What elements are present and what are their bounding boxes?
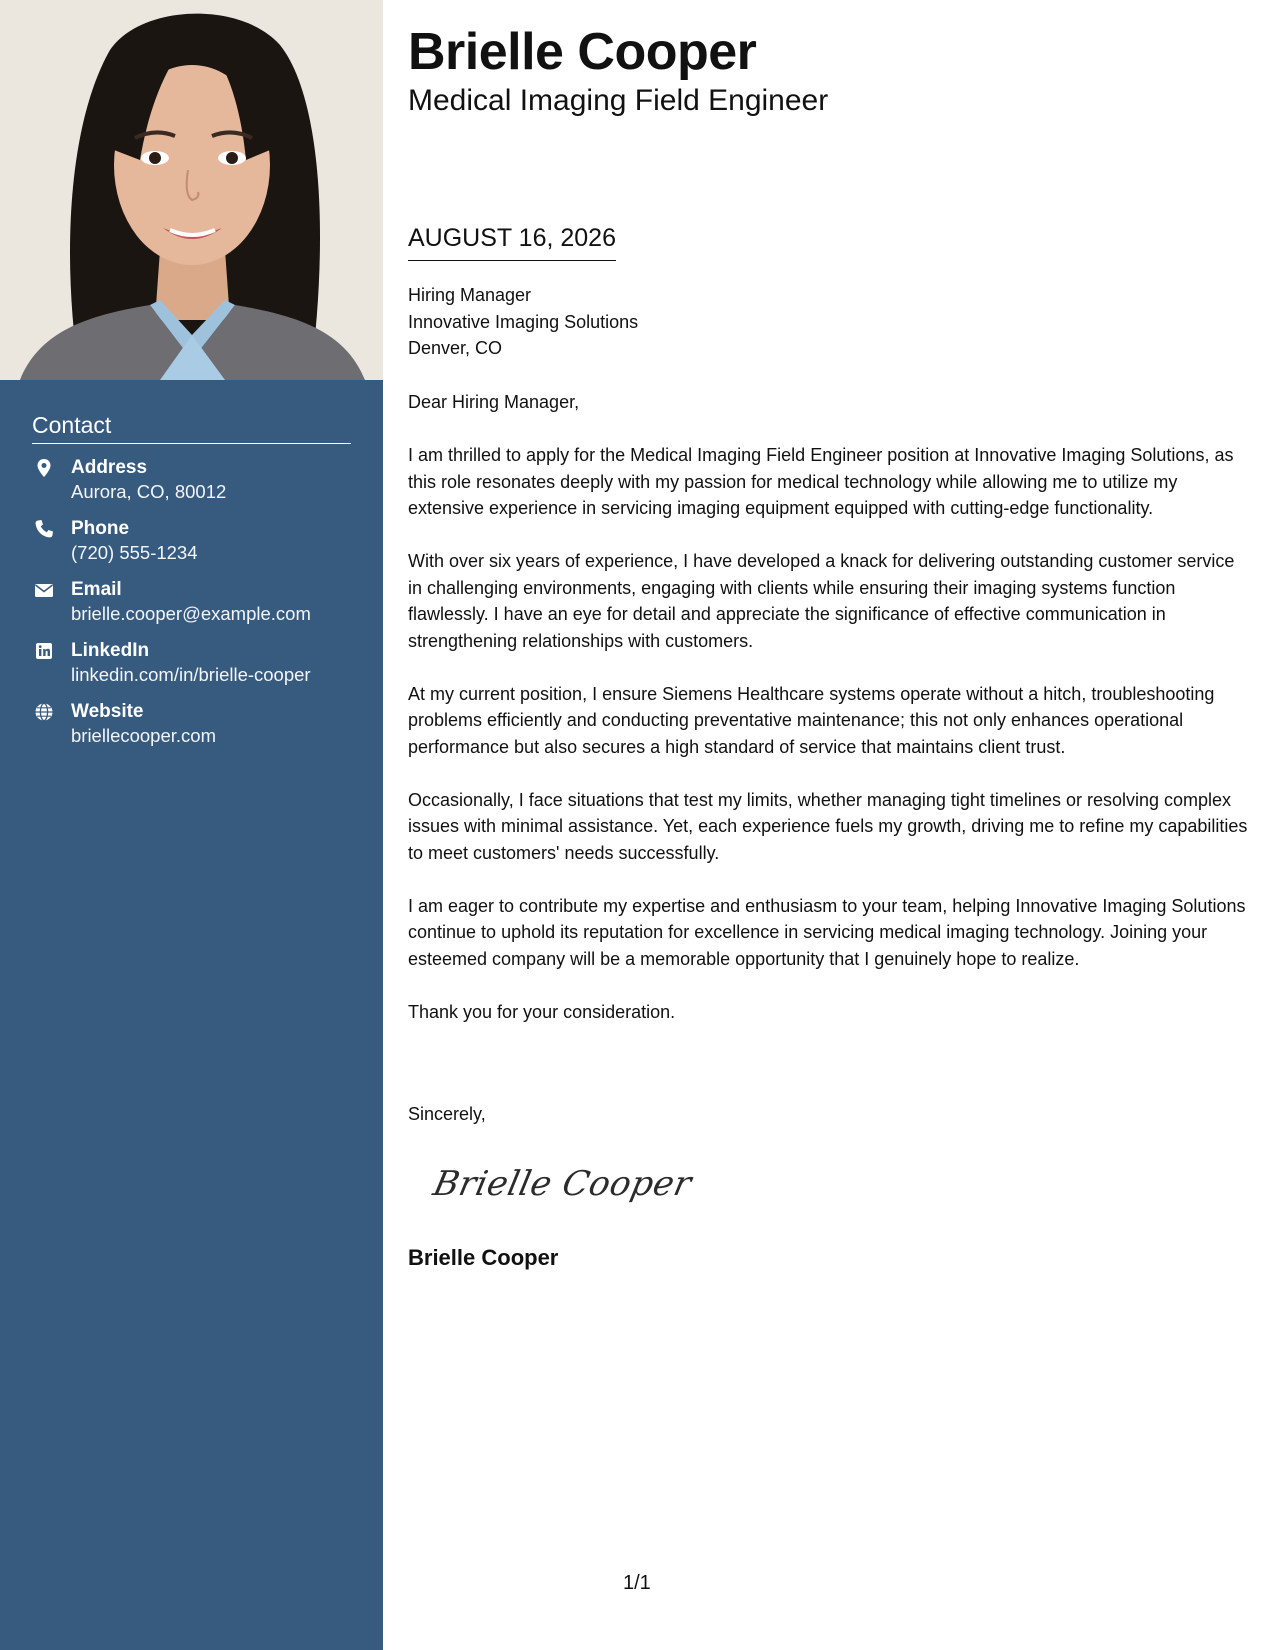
contact-label: Website: [71, 701, 144, 722]
contact-item-website: [32, 700, 351, 748]
contact-section: [32, 412, 351, 748]
contact-item-address: [32, 456, 351, 504]
profile-photo: [0, 0, 383, 380]
recipient-block: [408, 282, 638, 362]
contact-item-email: [32, 578, 351, 626]
address-value: Aurora, CO, 80012: [71, 481, 227, 502]
envelope-icon: [34, 580, 54, 600]
greeting: Dear Hiring Manager,: [408, 392, 580, 412]
letter-date: AUGUST 16, 2026: [408, 222, 616, 261]
body-paragraph: At my current position, I ensure Siemens Healthcare systems operate without a hitch, troubleshooting problems efficiently and conducting preventative maintenance; this not only enhances operational performance but also secures a high standard of service that maintains client trust.: [408, 683, 1215, 757]
map-pin-icon: [34, 458, 54, 478]
phone-icon: [34, 519, 54, 539]
profile-photo-image: [0, 0, 383, 380]
thanks-line: Thank you for your consideration.: [408, 1001, 676, 1022]
signature-image: Brielle Cooper: [429, 1164, 696, 1204]
job-title: Medical Imaging Field Engineer: [408, 84, 829, 117]
closing: Sincerely,: [408, 1104, 486, 1124]
website-value[interactable]: briellecooper.com: [71, 725, 216, 746]
recipient-location: Denver, CO: [408, 338, 503, 358]
email-value[interactable]: brielle.cooper@example.com: [71, 603, 311, 624]
phone-value[interactable]: (720) 555-1234: [71, 542, 198, 563]
contact-label: Address: [71, 457, 148, 478]
body-paragraph: I am thrilled to apply for the Medical Imaging Field Engineer position at Innovative Imaging Solutions, as this role resonates deeply with my passion for medical technology while allowing me to utilize my extensive experience in servicing imaging equipment equipped with cutting-edge functionality.: [408, 445, 1234, 518]
recipient-company: Innovative Imaging Solutions: [408, 311, 639, 332]
letter-body: [408, 389, 1253, 1052]
applicant-name: Brielle Cooper: [408, 23, 757, 81]
linkedin-value[interactable]: linkedin.com/in/brielle-cooper: [71, 664, 311, 685]
page-number: 1/1: [623, 1572, 651, 1594]
signer-name: Brielle Cooper: [408, 1245, 559, 1270]
body-paragraph: With over six years of experience, I have developed a knack for delivering outstanding customer service in challenging environments, engaging with clients while ensuring their imaging systems function flawlessly. I have an eye for detail and appreciate the significance of effective communication in strengthening relationships with customers.: [408, 551, 1235, 651]
body-paragraph: I am eager to contribute my expertise and enthusiasm to your team, helping Innovative Imaging Solutions continue to uphold its reputation for excellence in servicing medical imaging technology. Joining your esteemed company will be a memorable opportunity that I genuinely hope to realize.: [408, 895, 1246, 969]
globe-icon: [34, 702, 54, 722]
linkedin-icon: [34, 641, 54, 661]
recipient-title: Hiring Manager: [408, 285, 532, 305]
contact-label: Email: [71, 579, 122, 600]
contact-label: Phone: [71, 518, 130, 539]
contact-item-phone: [32, 517, 351, 565]
contact-heading: Contact: [32, 412, 351, 444]
contact-label: LinkedIn: [71, 640, 150, 661]
contact-item-linkedin: [32, 639, 351, 687]
sidebar: [0, 0, 383, 1650]
body-paragraph: Occasionally, I face situations that test my limits, whether managing tight timelines or resolving complex issues with minimal assistance. Yet, each experience fuels my growth, driving me to refine my capabilities to meet customers' needs successfully.: [408, 789, 1248, 863]
